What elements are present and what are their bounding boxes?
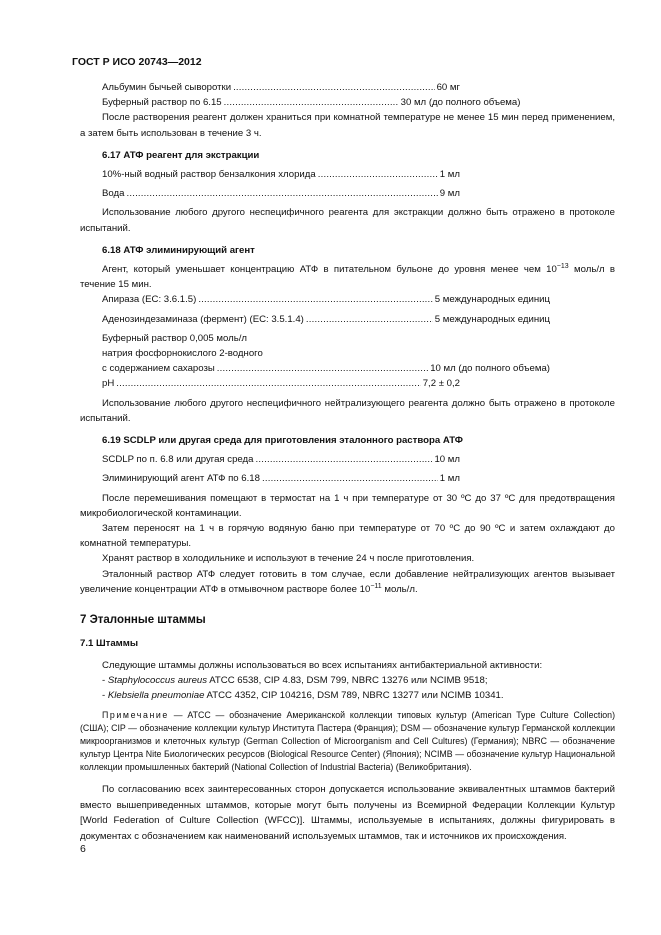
strain-codes: ATCC 4352, CIP 104216, DSM 789, NBRC 13277 или NCIMB 10341. (204, 689, 504, 701)
leader-dots (306, 312, 433, 327)
para-text: Эталонный раствор АТФ следует готовить в том случае, если добавление нейтрализующих агентов вызывает увеличение концентрации АТФ в отмывочном растворе более 10 (80, 568, 615, 595)
recipe-value: 60 мг (436, 82, 460, 93)
paragraph: Использование любого другого неспецифичного нейтрализующего реагента должно быть отражено в протоколе испытаний. (80, 397, 615, 424)
recipe-row (80, 452, 460, 467)
section-heading-6-18: 6.18 АТФ элиминирующий агент (102, 244, 255, 256)
recipe-value: 1 мл (439, 473, 460, 485)
recipe-label: Вода (102, 188, 125, 200)
recipe-row (80, 186, 460, 201)
intro-tail: моль/л в течение 15 мин. (80, 264, 615, 291)
paragraph: Затем переносят на 1 ч в горячую водяную баню при температуре от 70 ºС до 90 ºС и затем охлаждают до комнатной температуры. (80, 523, 615, 550)
recipe-label: pH (102, 378, 115, 390)
strain-name: Staphylococcus aureus (107, 674, 208, 686)
paragraph: После перемешивания помещают в термостат на 1 ч при температуре от 30 ºС до 37 ºС для предотвращения микробиологической контаминации. (80, 492, 615, 519)
paragraph: После растворения реагент должен храниться при комнатной температуре не менее 15 мин перед применением, а затем быть использован в течение 3 ч. (80, 112, 615, 139)
section-heading-7: 7 Эталонные штаммы (80, 614, 206, 627)
recipe-label: Апираза (ЕС: 3.6.1.5) (102, 294, 197, 306)
exponent: −13 (556, 262, 569, 270)
recipe-value: 7,2 ± 0,2 (422, 378, 460, 390)
page-content (80, 80, 615, 844)
bullet-mark: - (102, 689, 106, 701)
leader-dots (126, 186, 437, 201)
recipe-row (80, 80, 460, 95)
note-text: — АТСС — обозначение Американской коллекции типовых культур (American Type Culture Collection) (США); CIP — обозначение коллекции культур Института Пастера (Франция); DSM — обозначение культур Германской коллекции микроорганизмов и клеточных культур (German Collection of Microorganism and Cell Cultures) (Германия); NBRC — обозначение культур Центра Nite Биологических ресурсов (Biological Resource Center) (Япония); NCIMB — обозначение культур Национальной коллекции промышленных бактерий (National Collection of Industrial Bacteria) (Великобритания). (80, 710, 615, 773)
strain-codes: ATCC 6538, CIP 4.83, DSM 799, NBRC 13276 или NCIMB 9518; (207, 674, 488, 686)
recipe-value: 9 мл (439, 188, 460, 200)
strain-item (80, 688, 615, 703)
paragraph: По согласованию всех заинтересованных сторон допускается использование эквивалентных штаммов бактерий вместо вышеприведенных штаммов, которые могут быть получены из Всемирной Федерации Коллекции Культур [World Federation of Culture Collection (WFCC)]. Штаммы, используемые в испытаниях, должны фигурировать в документах с обозначением как наименований используемых штаммов, так и источников их происхождения. (80, 784, 615, 842)
leader-dots (233, 80, 435, 95)
recipe-label: SCDLP по п. 6.8 или другая среда (102, 454, 254, 466)
section-heading-6-19: 6.19 SCDLP или другая среда для приготовления эталонного раствора АТФ (102, 435, 463, 447)
paragraph: Использование любого другого неспецифичного реагента для экстракции должно быть отражено в протоколе испытаний. (80, 207, 615, 234)
paragraph: Хранят раствор в холодильнике и используют в течение 24 ч после приготовления. (102, 553, 475, 565)
buffer-line: Буферный раствор 0,005 моль/л (102, 332, 247, 344)
recipe-label: Элиминирующий агент АТФ по 6.18 (102, 473, 260, 485)
recipe-row (80, 292, 550, 307)
recipe-label: с содержанием сахарозы (102, 363, 215, 375)
recipe-value: 10 мл (434, 454, 460, 466)
recipe-label: Альбумин бычьей сыворотки (102, 82, 232, 93)
recipe-row (80, 471, 460, 486)
recipe-value: 1 мл (439, 169, 460, 181)
recipe-value: 30 мл (до полного объема) (400, 97, 521, 109)
recipe-value: 5 международных единиц (434, 294, 550, 306)
recipe-label: Аденозиндезаминаза (фермент) (ЕС: 3.5.1.4) (102, 313, 304, 325)
bullet-mark: - (102, 674, 106, 686)
section-heading-7-1: 7.1 Штаммы (80, 638, 139, 650)
recipe-value: 5 международных единиц (434, 313, 550, 325)
leader-dots (318, 167, 438, 182)
note-label: Примечание (102, 710, 169, 721)
para-tail: моль/л. (381, 583, 418, 595)
leader-dots (198, 292, 432, 307)
recipe-value: 10 мл (до полного объема) (430, 363, 550, 375)
intro-text: Агент, который уменьшает концентрацию АТФ в питательном бульоне до уровня менее чем 10 (102, 264, 557, 276)
leader-dots (224, 95, 399, 110)
strain-item (80, 673, 615, 688)
paragraph: Следующие штаммы должны использоваться во всех испытаниях антибактериальной активности: (102, 659, 543, 671)
paragraph (80, 262, 615, 292)
section-heading-6-17: 6.17 АТФ реагент для экстракции (102, 149, 260, 161)
exponent: −11 (370, 582, 382, 590)
standard-header: ГОСТ Р ИСО 20743—2012 (72, 56, 202, 68)
leader-dots (256, 452, 433, 467)
recipe-label: 10%-ный водный раствор бензалкония хлорида (102, 169, 316, 181)
strain-name: Klebsiella pneumoniae (107, 689, 205, 701)
recipe-row (80, 376, 460, 391)
recipe-row (80, 95, 550, 110)
note (80, 709, 615, 774)
recipe-row (80, 312, 550, 327)
page-number: 6 (80, 843, 86, 855)
leader-dots (217, 361, 428, 376)
leader-dots (262, 471, 438, 486)
recipe-label: Буферный раствор по 6.15 (102, 97, 222, 109)
paragraph (80, 567, 615, 597)
leader-dots (116, 376, 420, 391)
recipe-row (80, 361, 550, 376)
buffer-line: натрия фосфорнокислого 2-водного (102, 348, 263, 360)
recipe-row (80, 167, 460, 182)
